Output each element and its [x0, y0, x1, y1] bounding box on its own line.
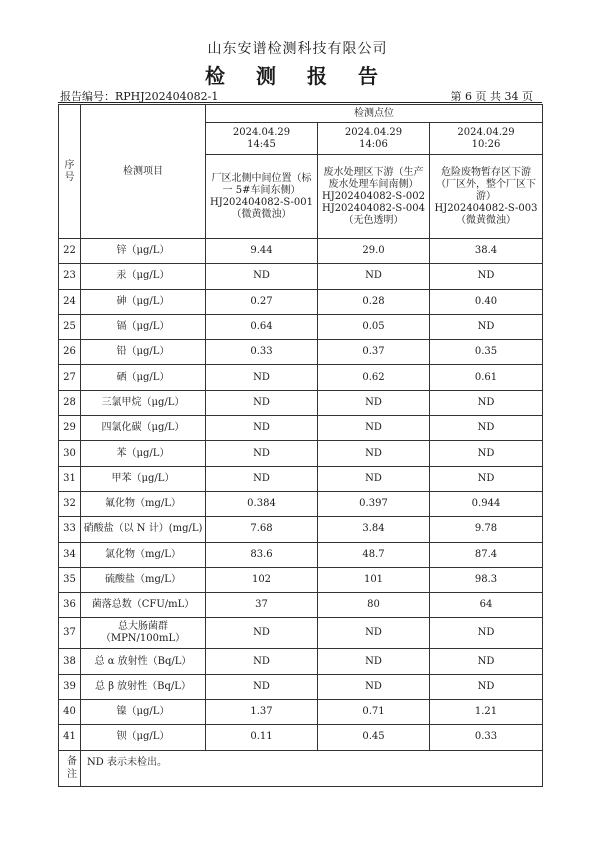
- point-1-info: [206, 155, 318, 239]
- row-value-point-2: ND: [318, 390, 430, 415]
- row-value-point-1: 37: [206, 593, 318, 618]
- row-value-point-2: 80: [318, 593, 430, 618]
- table-row: [59, 416, 543, 441]
- table-row: [59, 517, 543, 542]
- point-2-date: 2024.04.29: [344, 126, 403, 138]
- table-row: [59, 390, 543, 415]
- point-3-time: 10:26: [471, 138, 501, 150]
- point-2-time: 14:06: [359, 138, 388, 150]
- row-number: 33: [59, 517, 81, 542]
- table-row: [59, 340, 543, 365]
- table-row: [59, 441, 543, 466]
- row-number: 22: [59, 239, 81, 264]
- row-value-point-1: ND: [206, 441, 318, 466]
- row-value-point-1: 0.384: [206, 491, 318, 516]
- row-value-point-2: 101: [318, 567, 430, 592]
- row-value-point-3: 87.4: [430, 542, 543, 567]
- point-1-location: 厂区北侧中间位置（标一 5#车间东侧）: [211, 172, 312, 196]
- row-item: 氯化物（mg/L）: [81, 542, 206, 567]
- point-3-info: [430, 155, 543, 239]
- row-number: 41: [59, 725, 81, 750]
- row-item: 氟化物（mg/L）: [81, 491, 206, 516]
- table-row: [59, 725, 543, 750]
- table-row: [59, 239, 543, 264]
- row-item: 总大肠菌群（MPN/100mL）: [81, 618, 206, 649]
- row-value-point-3: 0.944: [430, 491, 543, 516]
- row-item: 苯（μg/L）: [81, 441, 206, 466]
- point-2-location: 废水处理区下游（生产废水处理车间南侧）: [323, 166, 424, 190]
- point-3-date: 2024.04.29: [457, 126, 515, 138]
- row-number: 24: [59, 289, 81, 314]
- row-number: 31: [59, 466, 81, 491]
- row-value-point-3: ND: [430, 674, 543, 699]
- table-row: [59, 649, 543, 674]
- row-item: 镉（μg/L）: [81, 314, 206, 339]
- remark-label: 备注: [59, 750, 81, 786]
- point-1-datetime: [206, 123, 318, 155]
- row-number: 30: [59, 441, 81, 466]
- row-item: 总 α 放射性（Bq/L）: [81, 649, 206, 674]
- row-value-point-3: ND: [430, 390, 543, 415]
- row-value-point-1: ND: [206, 674, 318, 699]
- results-table: [58, 104, 543, 787]
- point-1-time: 14:45: [247, 138, 276, 150]
- row-value-point-2: 3.84: [318, 517, 430, 542]
- row-value-point-3: 1.21: [430, 700, 543, 725]
- row-number: 38: [59, 649, 81, 674]
- row-value-point-3: ND: [430, 618, 543, 649]
- row-value-point-2: 0.05: [318, 314, 430, 339]
- row-number: 35: [59, 567, 81, 592]
- row-item: 钡（μg/L）: [81, 725, 206, 750]
- row-value-point-1: ND: [206, 649, 318, 674]
- company-name: 山东安谱检测科技有限公司: [207, 41, 388, 57]
- row-value-point-1: ND: [206, 466, 318, 491]
- row-value-point-2: ND: [318, 618, 430, 649]
- row-value-point-2: 0.397: [318, 491, 430, 516]
- row-number: 27: [59, 365, 81, 390]
- row-value-point-1: 7.68: [206, 517, 318, 542]
- row-value-point-3: 64: [430, 593, 543, 618]
- row-value-point-2: ND: [318, 441, 430, 466]
- row-number: 28: [59, 390, 81, 415]
- table-row: [59, 593, 543, 618]
- row-value-point-2: ND: [318, 674, 430, 699]
- table-row: [59, 491, 543, 516]
- row-value-point-2: ND: [318, 466, 430, 491]
- row-number: 36: [59, 593, 81, 618]
- row-value-point-2: 29.0: [318, 239, 430, 264]
- table-row: [59, 542, 543, 567]
- row-item: 镍（μg/L）: [81, 700, 206, 725]
- row-value-point-1: ND: [206, 416, 318, 441]
- row-number: 32: [59, 491, 81, 516]
- row-value-point-3: ND: [430, 466, 543, 491]
- row-value-point-1: ND: [206, 365, 318, 390]
- header-divider: [58, 102, 542, 103]
- table-row: [59, 674, 543, 699]
- point-3-location: 危险废物暂存区下游（厂区外，整个厂区下游）: [436, 166, 536, 202]
- col-no-label: 序号: [64, 159, 75, 183]
- row-item: 硫酸盐（mg/L）: [81, 567, 206, 592]
- table-row: [59, 314, 543, 339]
- remark-row: [59, 750, 543, 786]
- point-3-datetime: [430, 123, 543, 155]
- row-value-point-2: 0.37: [318, 340, 430, 365]
- point-2-info: [318, 155, 430, 239]
- table-row: [59, 365, 543, 390]
- table-row: [59, 466, 543, 491]
- row-value-point-2: 48.7: [318, 542, 430, 567]
- col-header-item: 检测项目: [81, 105, 206, 239]
- point-1-sample-id: HJ202404082-S-001: [209, 196, 314, 208]
- row-item: 三氯甲烷（μg/L）: [81, 390, 206, 415]
- row-value-point-2: ND: [318, 264, 430, 289]
- point-3-sample-id: HJ202404082-S-003: [434, 202, 538, 214]
- table-row: [59, 618, 543, 649]
- page-indicator: 第 6 页 共 34 页: [450, 90, 533, 103]
- row-number: 26: [59, 340, 81, 365]
- row-number: 25: [59, 314, 81, 339]
- point-1-appearance: （微黄微浊）: [231, 208, 292, 220]
- row-number: 37: [59, 618, 81, 649]
- row-value-point-1: 0.27: [206, 289, 318, 314]
- row-value-point-1: 0.64: [206, 314, 318, 339]
- row-value-point-3: 0.33: [430, 725, 543, 750]
- row-value-point-3: ND: [430, 441, 543, 466]
- table-row: [59, 700, 543, 725]
- row-value-point-2: 0.62: [318, 365, 430, 390]
- row-value-point-2: ND: [318, 416, 430, 441]
- row-value-point-3: 38.4: [430, 239, 543, 264]
- row-value-point-3: ND: [430, 264, 543, 289]
- row-value-point-1: 83.6: [206, 542, 318, 567]
- remark-text: ND 表示未检出。: [81, 750, 543, 786]
- row-item: 总 β 放射性（Bq/L）: [81, 674, 206, 699]
- row-number: 34: [59, 542, 81, 567]
- row-value-point-1: 102: [206, 567, 318, 592]
- row-item: 铅（μg/L）: [81, 340, 206, 365]
- row-item: 甲苯（μg/L）: [81, 466, 206, 491]
- row-value-point-3: 98.3: [430, 567, 543, 592]
- point-2-datetime: [318, 123, 430, 155]
- table-row: [59, 289, 543, 314]
- side-stamp-mark: [4, 400, 12, 402]
- row-value-point-2: 0.45: [318, 725, 430, 750]
- row-value-point-3: 0.35: [430, 340, 543, 365]
- row-item: 硒（μg/L）: [81, 365, 206, 390]
- report-title: 检 测 报 告: [205, 64, 390, 88]
- row-value-point-1: 0.33: [206, 340, 318, 365]
- row-value-point-1: 0.11: [206, 725, 318, 750]
- point-2-sample-id: HJ202404082-S-002 HJ202404082-S-004: [321, 190, 426, 214]
- row-item: 硝酸盐（以 N 计）(mg/L): [81, 517, 206, 542]
- row-number: 40: [59, 700, 81, 725]
- point-1-date: 2024.04.29: [232, 126, 291, 138]
- row-value-point-3: 0.40: [430, 289, 543, 314]
- point-3-appearance: （微黄微浊）: [456, 214, 516, 226]
- row-number: 39: [59, 674, 81, 699]
- row-value-point-1: ND: [206, 264, 318, 289]
- row-value-point-1: ND: [206, 618, 318, 649]
- point-2-appearance: （无色透明）: [343, 214, 404, 226]
- row-item: 四氯化碳（μg/L）: [81, 416, 206, 441]
- row-item: 砷（μg/L）: [81, 289, 206, 314]
- row-item: 锌（μg/L）: [81, 239, 206, 264]
- row-value-point-3: ND: [430, 314, 543, 339]
- row-value-point-3: 0.61: [430, 365, 543, 390]
- col-header-points: 检测点位: [206, 105, 543, 123]
- table-row: [59, 567, 543, 592]
- row-value-point-3: ND: [430, 649, 543, 674]
- row-value-point-1: ND: [206, 390, 318, 415]
- row-number: 23: [59, 264, 81, 289]
- row-item: 菌落总数（CFU/mL）: [81, 593, 206, 618]
- row-value-point-1: 1.37: [206, 700, 318, 725]
- row-value-point-1: 9.44: [206, 239, 318, 264]
- table-row: [59, 264, 543, 289]
- row-value-point-3: ND: [430, 416, 543, 441]
- report-number: 报告编号：RPHJ202404082-1: [60, 90, 219, 103]
- row-item: 汞（μg/L）: [81, 264, 206, 289]
- row-value-point-2: ND: [318, 649, 430, 674]
- col-header-no: [59, 105, 81, 239]
- row-value-point-2: 0.71: [318, 700, 430, 725]
- row-number: 29: [59, 416, 81, 441]
- row-value-point-2: 0.28: [318, 289, 430, 314]
- row-value-point-3: 9.78: [430, 517, 543, 542]
